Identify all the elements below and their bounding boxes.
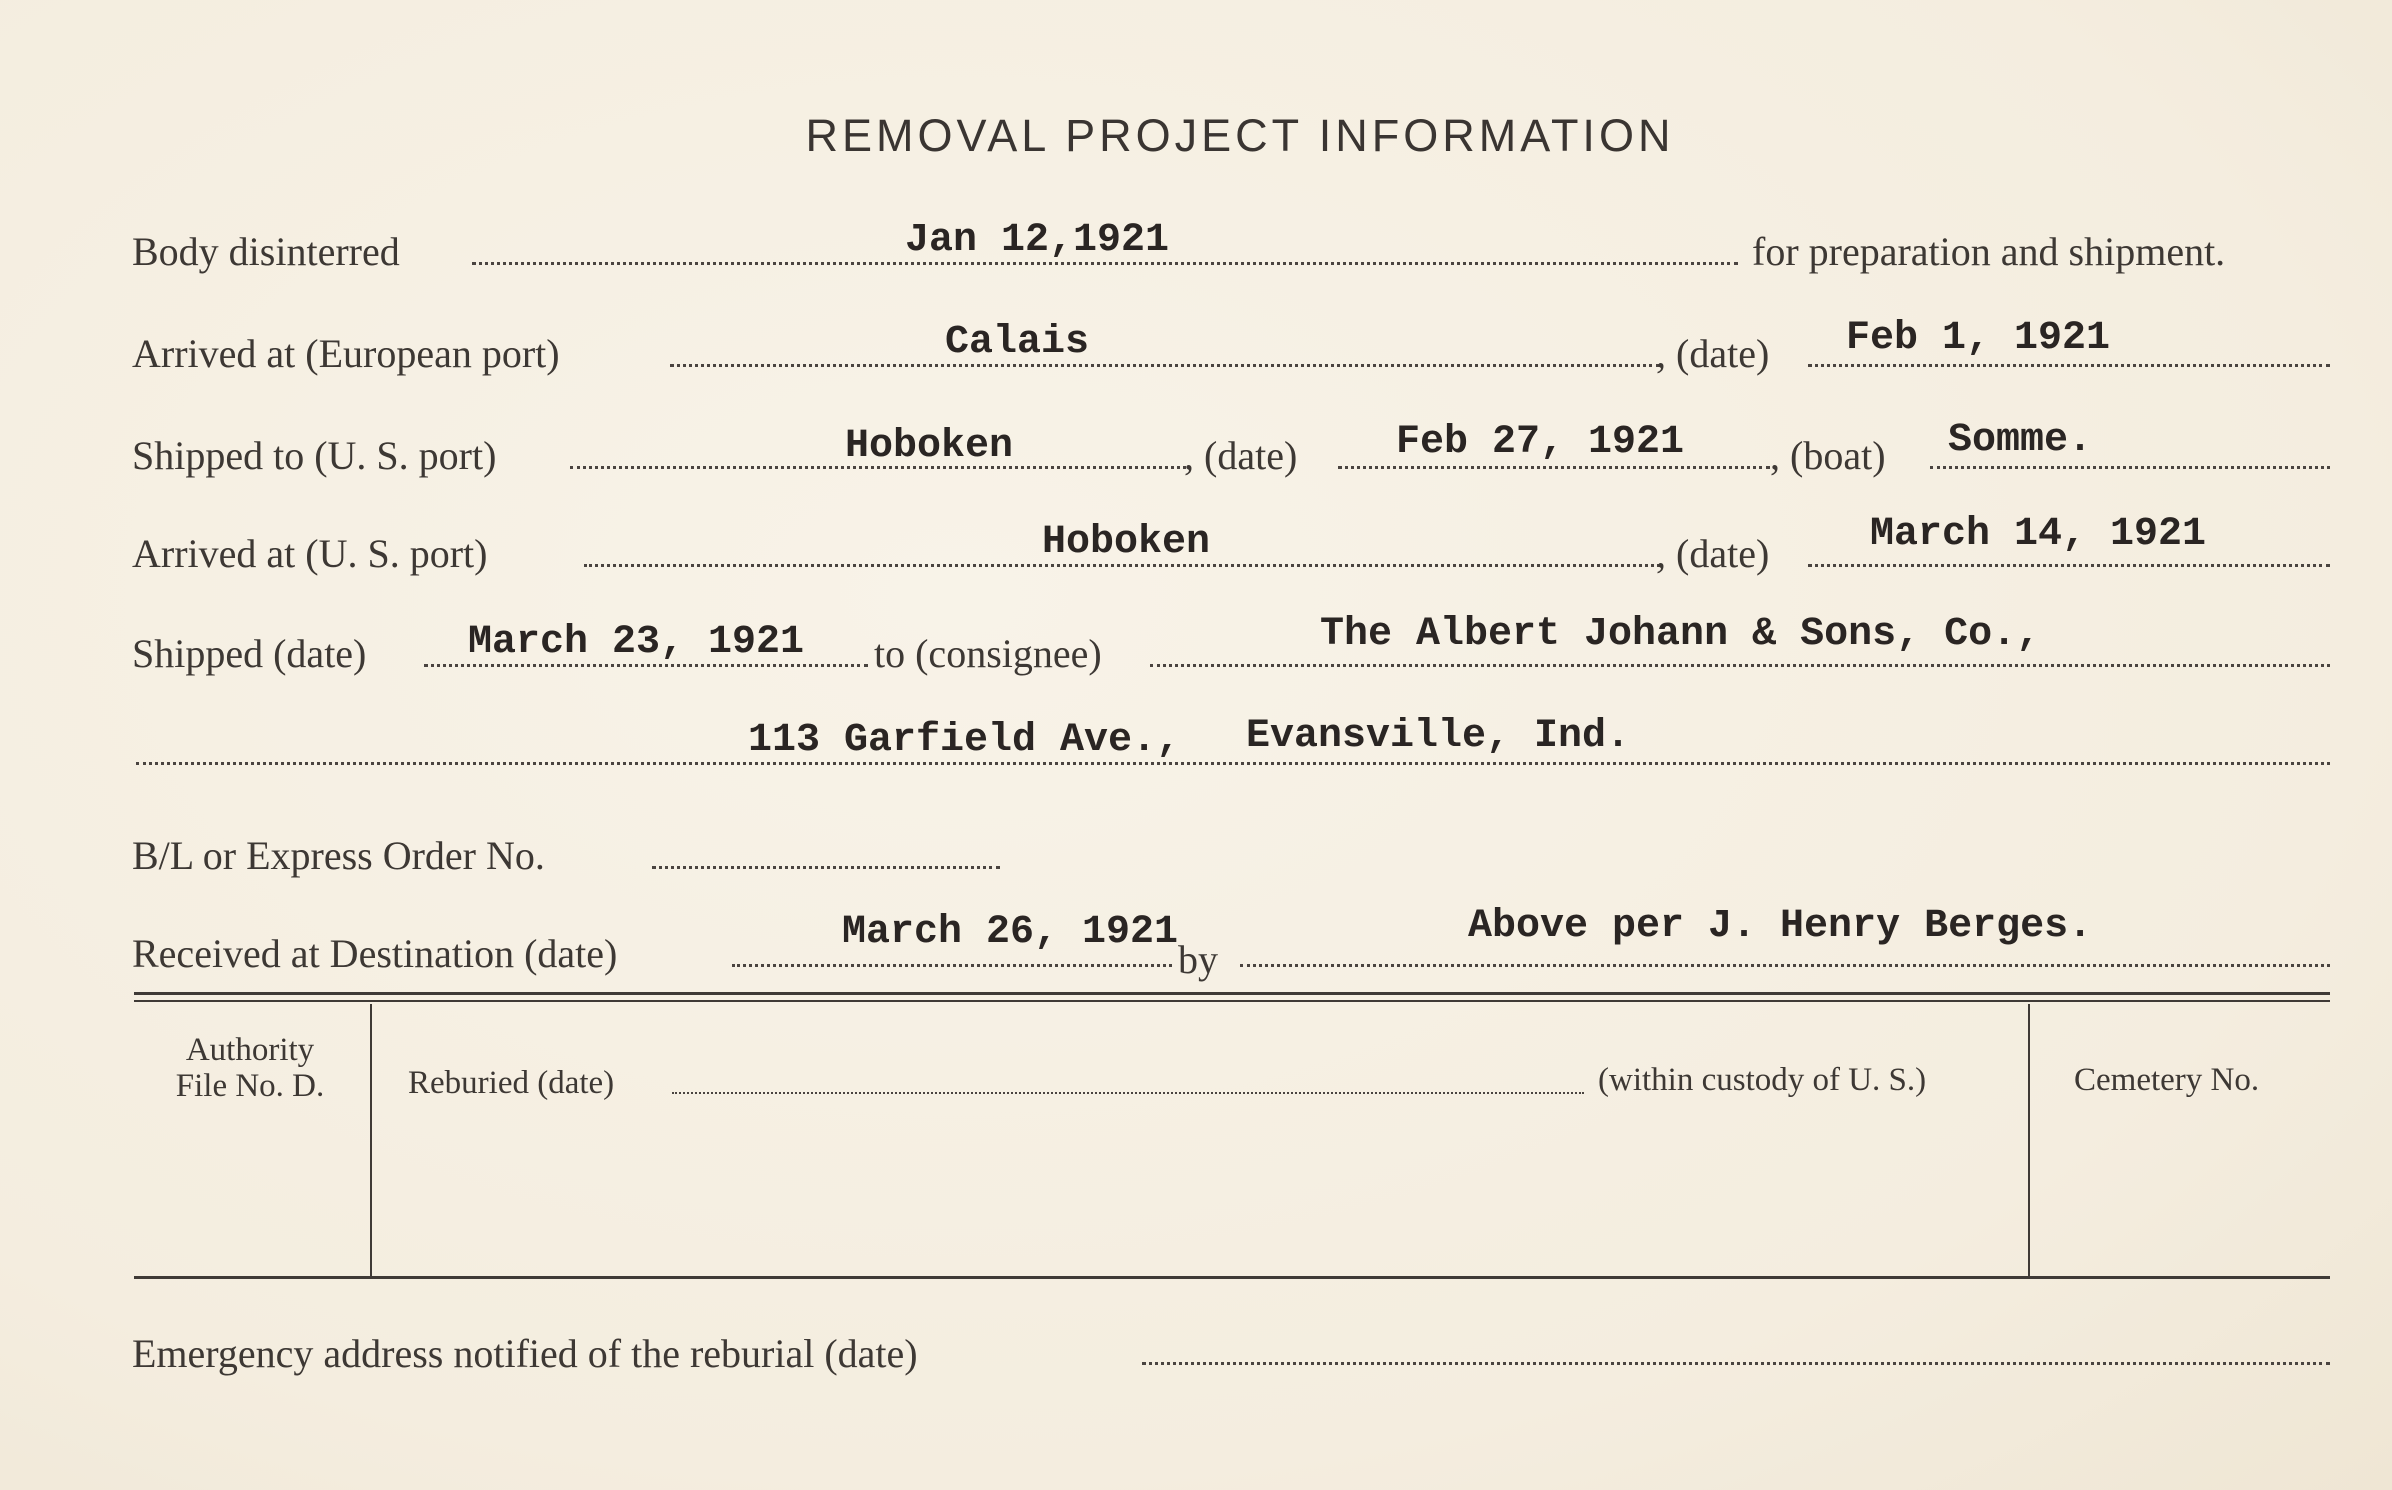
- line-consignee: [1150, 664, 2330, 667]
- label-arrived-us: Arrived at (U. S. port): [132, 531, 488, 576]
- line-received-date: [732, 964, 1172, 967]
- line-european-port: [670, 364, 1660, 367]
- value-received-by: Above per J. Henry Berges.: [1468, 904, 2093, 949]
- value-consignee-2a: 113 Garfield Ave.,: [748, 718, 1181, 763]
- card-title: REMOVAL PROJECT INFORMATION: [805, 110, 1675, 161]
- label-bl-order: B/L or Express Order No.: [132, 833, 545, 878]
- value-disinterred-date: Jan 12,1921: [905, 218, 1170, 263]
- label-by: by: [1178, 937, 1218, 982]
- divider-top-double: [134, 1000, 2330, 1002]
- label-body-disinterred: Body disinterred: [132, 229, 400, 274]
- value-shipped-date: March 23, 1921: [468, 620, 805, 665]
- line-consignee-address: [136, 762, 2330, 765]
- label-file-no: File No. D.: [175, 1068, 325, 1104]
- value-european-port: Calais: [945, 320, 1090, 365]
- value-boat: Somme.: [1948, 418, 2093, 463]
- line-reburied: [672, 1092, 1584, 1094]
- value-us-port-arrived: Hoboken: [1042, 520, 1211, 565]
- label-to-consignee: to (consignee): [874, 631, 1102, 676]
- value-consignee-1: The Albert Johann & Sons, Co.,: [1320, 612, 2041, 657]
- label-arrived-date: , (date): [1656, 531, 1770, 576]
- label-shipped-to: Shipped to (U. S. port): [132, 433, 497, 478]
- line-arrived-date: [1808, 564, 2330, 567]
- value-us-port-shipped: Hoboken: [845, 424, 1014, 469]
- column-separator-left: [370, 1004, 372, 1276]
- line-emergency: [1142, 1362, 2330, 1365]
- value-european-date: Feb 1, 1921: [1846, 316, 2111, 361]
- label-shipped-date-row: Shipped (date): [132, 631, 367, 676]
- line-bl-order: [652, 866, 1000, 869]
- line-boat: [1930, 466, 2330, 469]
- line-received-by: [1240, 964, 2330, 967]
- label-emergency: Emergency address notified of the reburial (date): [132, 1331, 918, 1376]
- label-boat: , (boat): [1770, 433, 1886, 478]
- label-authority: Authority: [185, 1032, 315, 1068]
- label-european-date: , (date): [1656, 331, 1770, 376]
- line-shipped-date: [1338, 466, 1770, 469]
- value-us-shipped-date: Feb 27, 1921: [1396, 420, 1685, 465]
- divider-top: [134, 992, 2330, 995]
- label-shipped-date: , (date): [1184, 433, 1298, 478]
- label-within-custody: (within custody of U. S.): [1598, 1062, 1927, 1098]
- label-received: Received at Destination (date): [132, 931, 618, 976]
- label-arrived-european: Arrived at (European port): [132, 331, 560, 376]
- column-separator-right: [2028, 1004, 2030, 1276]
- value-consignee-2b: Evansville, Ind.: [1246, 714, 1631, 759]
- label-cemetery-no: Cemetery No.: [2074, 1062, 2260, 1098]
- line-european-date: [1808, 364, 2330, 367]
- value-us-arrived-date: March 14, 1921: [1870, 512, 2207, 557]
- label-for-preparation: for preparation and shipment.: [1752, 229, 2226, 274]
- value-received-date: March 26, 1921: [842, 910, 1179, 955]
- label-reburied: Reburied (date): [408, 1065, 615, 1101]
- divider-bottom: [134, 1276, 2330, 1279]
- label-authority-file: [150, 1032, 350, 1104]
